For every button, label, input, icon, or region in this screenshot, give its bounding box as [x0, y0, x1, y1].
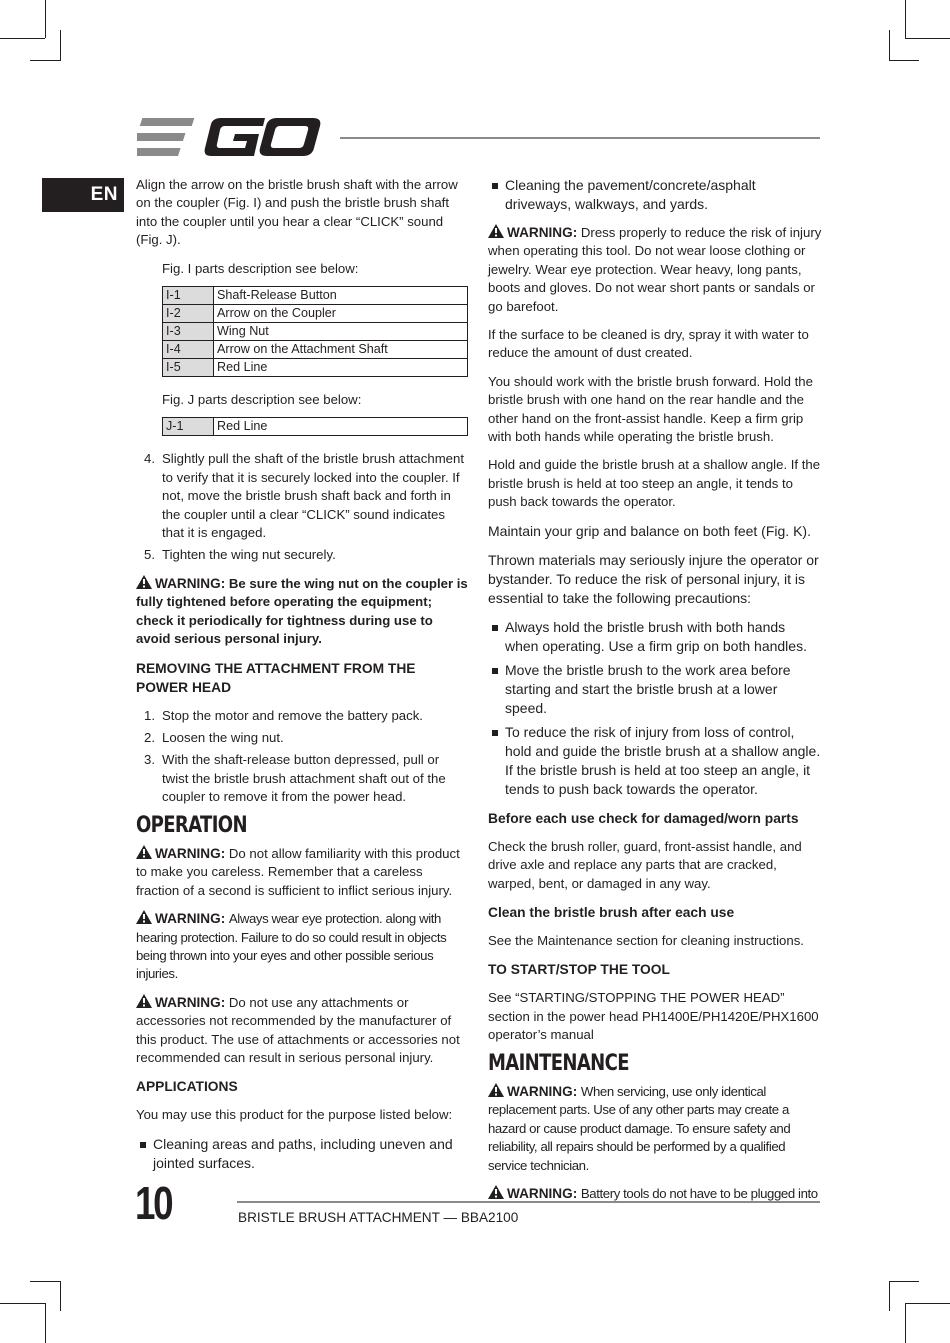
part-desc: Red Line — [214, 359, 468, 377]
crop-mark — [889, 1281, 890, 1311]
warning-triangle-icon — [488, 224, 504, 238]
warning-text: Battery tools do not have to be plugged into — [580, 1185, 818, 1201]
section-heading: APPLICATIONS — [136, 1079, 238, 1095]
warning-triangle-icon — [136, 994, 152, 1008]
left-column — [136, 176, 468, 1183]
warning-text: Do not allow familiarity with this product to make you careless. Remember that a careless fraction of a second is sufficient to inflict serious injury. — [136, 845, 460, 898]
applications-list — [136, 1135, 468, 1173]
list-item — [136, 707, 468, 725]
crop-mark — [45, 0, 46, 38]
part-desc: Wing Nut — [214, 323, 468, 341]
part-desc: Arrow on the Coupler — [214, 305, 468, 323]
list-item — [136, 450, 468, 542]
warning-text: When servicing, use only identical replacement parts. Use of any other parts may create a hazard or cause product damage. To ensure safety and reliability, all repairs should be performed by a qualified service technician. — [488, 1083, 791, 1173]
removal-steps — [136, 707, 468, 807]
list-item: To reduce the risk of injury from loss of control, hold and guide the bristle brush at a shallow angle. If the bristle brush is held at too steep an angle, it tends to push back towards the operator. — [488, 723, 822, 799]
maintenance-heading: MAINTENANCE — [488, 1050, 629, 1076]
warning-block — [136, 845, 468, 900]
warning-triangle-icon — [136, 910, 152, 924]
warning-label: WARNING: — [507, 1083, 578, 1099]
applications-intro: You may use this product for the purpose listed below: — [136, 1107, 453, 1123]
crop-mark — [905, 0, 906, 38]
crop-mark — [905, 1303, 950, 1304]
warning-block — [488, 1083, 822, 1175]
part-desc: Red Line — [214, 418, 468, 436]
list-item — [136, 546, 468, 564]
crop-mark — [889, 1281, 919, 1282]
ego-logo — [137, 116, 322, 158]
warning-triangle-icon — [136, 845, 152, 859]
list-item: Move the bristle brush to the work area before starting and start the bristle brush at a lower speed. — [488, 661, 822, 718]
step-number: 1. — [144, 707, 155, 723]
step-text: Stop the motor and remove the battery pack. — [162, 707, 423, 723]
warning-block — [136, 910, 468, 984]
header-rule — [340, 137, 820, 139]
table-row — [163, 287, 468, 305]
list-item: Cleaning areas and paths, including uneven and jointed surfaces. — [136, 1135, 468, 1173]
list-item: Always hold the bristle brush with both hands when operating. Use a firm grip on both handles. — [488, 618, 822, 656]
precautions-list — [488, 618, 822, 799]
warning-label: WARNING: — [155, 911, 226, 927]
warning-block — [136, 575, 468, 649]
step-text: Slightly pull the shaft of the bristle brush attachment to verify that it is securely locked into the coupler. If not, move the bristle brush shaft back and forth in the coupler until a clear “CLICK” sound indicates that it is engaged. — [162, 451, 465, 541]
table-row — [163, 359, 468, 377]
warning-label: WARNING: — [507, 225, 578, 240]
fig-j-caption: Fig. J parts description see below: — [162, 392, 362, 408]
operation-heading: OPERATION — [136, 812, 247, 838]
crop-mark — [889, 30, 890, 61]
paragraph: Hold and guide the bristle brush at a shallow angle. If the bristle brush is held at too steep an angle, it tends to push back towards the operator. — [488, 457, 821, 510]
warning-triangle-icon — [488, 1185, 504, 1199]
table-row — [163, 341, 468, 359]
right-column — [488, 176, 822, 1213]
fig-i-caption: Fig. I parts description see below: — [162, 260, 359, 276]
crop-mark — [0, 1303, 45, 1304]
section-heading: REMOVING THE ATTACHMENT FROM THE POWER HEAD — [136, 660, 416, 695]
part-code: J-1 — [163, 418, 214, 436]
step-number: 3. — [144, 752, 155, 768]
section-heading: Before each use check for damaged/worn parts — [488, 810, 799, 826]
table-row — [163, 305, 468, 323]
step-number: 2. — [144, 729, 155, 745]
fig-j-parts-table — [162, 417, 468, 436]
step-number: 5. — [144, 547, 155, 563]
list-item — [136, 729, 468, 747]
warning-block — [136, 994, 468, 1068]
footer-title: BRISTLE BRUSH ATTACHMENT — BBA2100 — [238, 1210, 519, 1225]
paragraph: See the Maintenance section for cleaning instructions. — [488, 932, 804, 948]
paragraph: Check the brush roller, guard, front-assist handle, and drive axle and replace any parts that are cracked, warped, bent, or damaged in any way. — [488, 838, 802, 891]
part-desc: Shaft-Release Button — [214, 287, 468, 305]
paragraph: See “STARTING/STOPPING THE POWER HEAD” section in the power head PH1400E/PH1420E/PHX1600 operator’s manual — [488, 990, 819, 1043]
crop-mark — [30, 1281, 60, 1282]
crop-mark — [905, 1303, 906, 1343]
crop-mark — [30, 60, 60, 61]
warning-text: Do not use any attachments or accessories not recommended by the manufacturer of this product. The use of attachments or accessories not recommended can result in serious personal injury. — [136, 994, 460, 1065]
section-heading: Clean the bristle brush after each use — [488, 904, 735, 920]
part-code: I-1 — [163, 287, 214, 305]
warning-label: WARNING: — [507, 1185, 578, 1201]
fig-i-parts-table — [162, 286, 468, 377]
crop-mark — [60, 1281, 61, 1311]
warning-triangle-icon — [136, 575, 152, 589]
paragraph: Maintain your grip and balance on both feet (Fig. K). — [488, 522, 811, 539]
list-item — [136, 751, 468, 806]
step-text: Tighten the wing nut securely. — [162, 547, 336, 563]
page-number: 10 — [135, 1177, 172, 1229]
paragraph: Thrown materials may seriously injure the operator or bystander. To reduce the risk of personal injury, it is essential to take the following precautions: — [488, 551, 819, 606]
list-item: Cleaning the pavement/concrete/asphalt driveways, walkways, and yards. — [488, 176, 822, 214]
table-row — [163, 418, 468, 436]
warning-label: WARNING: — [155, 994, 226, 1010]
part-code: I-3 — [163, 323, 214, 341]
applications-list-continued — [488, 176, 822, 214]
warning-text: Always wear eye protection. along with hearing protection. Failure to do so could result in objects being thrown into your eyes and other possible serious injuries. — [136, 911, 447, 982]
table-row — [163, 323, 468, 341]
crop-mark — [905, 38, 950, 39]
warning-label: WARNING: — [155, 575, 226, 591]
step-text: With the shaft-release button depressed, pull or twist the bristle brush attachment shaft out of the coupler to remove it from the power head. — [162, 752, 446, 805]
footer-rule — [237, 1201, 820, 1203]
intro-paragraph: Align the arrow on the bristle brush shaft with the arrow on the coupler (Fig. I) and push the bristle brush shaft into the coupler until you hear a clear “CLICK” sound (Fig. J). — [136, 177, 458, 248]
warning-block — [488, 224, 822, 316]
paragraph: You should work with the bristle brush forward. Hold the bristle brush with one hand on the rear handle and the other hand on the front-assist handle. Keep a firm grip with both hands while operating the bristle brush. — [488, 373, 813, 445]
warning-text: Dress properly to reduce the risk of injury when operating this tool. Do not wear loose clothing or jewelry. Wear eye protection. Wear heavy, long pants, boots and gloves. Do not wear short pants or sandals or go barefoot. — [488, 225, 822, 314]
install-steps — [136, 450, 468, 564]
crop-mark — [889, 60, 919, 61]
section-heading: TO START/STOP THE TOOL — [488, 962, 670, 978]
paragraph: If the surface to be cleaned is dry, spray it with water to reduce the amount of dust created. — [488, 327, 809, 361]
warning-triangle-icon — [488, 1083, 504, 1097]
part-code: I-4 — [163, 341, 214, 359]
warning-text: Be sure the wing nut on the coupler is fully tightened before operating the equipment; check it periodically for tightness during use to avoid serious personal injury. — [136, 575, 468, 647]
language-tab: EN — [42, 178, 124, 212]
step-number: 4. — [144, 451, 155, 467]
crop-mark — [45, 1303, 46, 1343]
step-text: Loosen the wing nut. — [162, 729, 284, 745]
part-code: I-5 — [163, 359, 214, 377]
crop-mark — [0, 38, 45, 39]
part-desc: Arrow on the Attachment Shaft — [214, 341, 468, 359]
part-code: I-2 — [163, 305, 214, 323]
warning-label: WARNING: — [155, 845, 226, 861]
crop-mark — [60, 30, 61, 61]
